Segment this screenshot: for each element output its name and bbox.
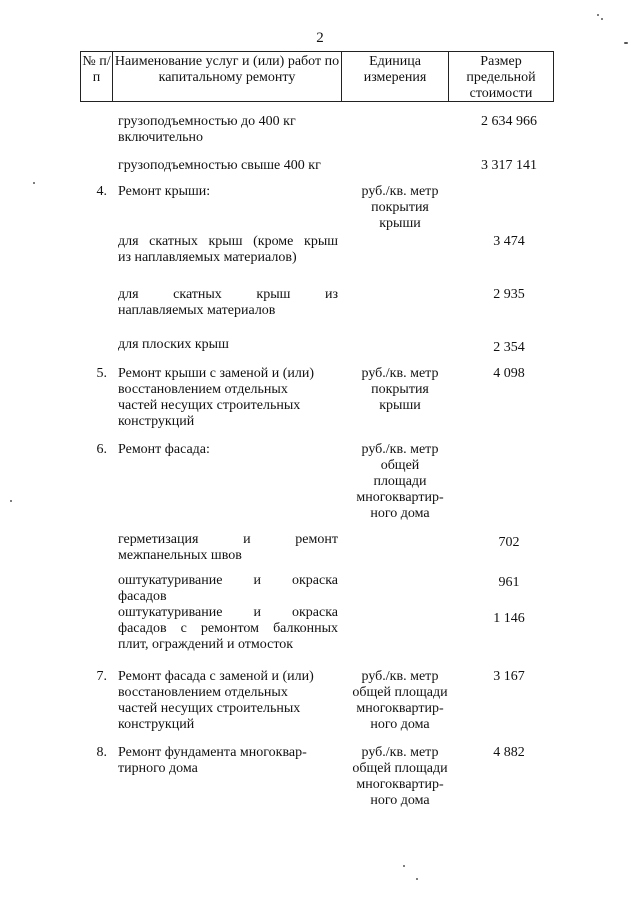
row-value: 702: [498, 535, 520, 550]
row-name: межпанельных швов: [118, 548, 242, 563]
scan-speck: [597, 14, 599, 16]
row-unit: общей площади: [352, 685, 448, 700]
row-unit: руб./кв. метр: [361, 669, 439, 684]
scan-speck: [10, 500, 12, 502]
row-name: конструкций: [118, 414, 195, 429]
row-name: восстановлением отдельных: [118, 382, 288, 397]
row-number: 7.: [96, 669, 107, 684]
row-value: 1 146: [493, 611, 525, 626]
row-value: 2 634 966: [481, 114, 537, 129]
row-name: оштукатуривание и окраска: [118, 605, 338, 620]
row-unit: многоквартир-: [356, 490, 444, 505]
row-unit: крыши: [379, 216, 421, 231]
row-name: из наплавляемых материалов): [118, 250, 297, 265]
row-name: восстановлением отдельных: [118, 685, 288, 700]
row-value: 3 474: [493, 234, 525, 249]
row-name: частей несущих строительных: [118, 398, 301, 413]
row-name: частей несущих строительных: [118, 701, 301, 716]
row-name: для скатных крыш из: [118, 287, 338, 302]
scan-speck: [416, 878, 418, 880]
row-unit: ного дома: [370, 793, 430, 808]
row-name: тирного дома: [118, 761, 198, 776]
row-unit: общей: [380, 458, 420, 473]
row-unit: крыши: [379, 398, 421, 413]
row-name: фасадов с ремонтом балконных: [118, 621, 338, 636]
row-name: конструкций: [118, 717, 195, 732]
row-name: Ремонт фасада:: [118, 442, 210, 457]
row-unit: общей площади: [352, 761, 448, 776]
scan-speck: [624, 42, 628, 44]
row-unit: площади: [373, 474, 427, 489]
scan-speck: [601, 18, 603, 20]
row-unit: руб./кв. метр: [361, 366, 439, 381]
row-unit: руб./кв. метр: [361, 745, 439, 760]
row-unit: многоквартир-: [356, 701, 444, 716]
header-unit: Единица измерения: [342, 52, 449, 101]
scan-speck: [33, 182, 35, 184]
row-value: 4 882: [493, 745, 525, 760]
row-unit: ного дома: [370, 717, 430, 732]
scan-speck: [403, 865, 405, 867]
row-name: для плоских крыш: [118, 337, 229, 352]
row-value: 961: [498, 575, 520, 590]
row-name: герметизация и ремонт: [118, 532, 338, 547]
row-unit: покрытия: [371, 382, 429, 397]
header-num: № п/п: [81, 52, 113, 101]
row-name: Ремонт крыши:: [118, 184, 211, 199]
row-number: 8.: [96, 745, 107, 760]
row-name: наплавляемых материалов: [118, 303, 276, 318]
row-number: 6.: [96, 442, 107, 457]
row-number: 5.: [96, 366, 107, 381]
header-value: Размер предельной стоимости: [466, 54, 536, 101]
row-name: грузоподъемностью до 400 кг: [118, 114, 296, 129]
row-name: Ремонт фасада с заменой и (или): [118, 669, 314, 684]
row-value: 2 354: [493, 340, 525, 355]
row-value: 2 935: [493, 287, 525, 302]
page-number: 2: [316, 30, 324, 46]
row-name: Ремонт крыши с заменой и (или): [118, 366, 315, 381]
row-name: включительно: [118, 130, 204, 145]
row-value: 3 167: [493, 669, 525, 684]
row-unit: многоквартир-: [356, 777, 444, 792]
table-header: [80, 51, 554, 102]
row-unit: руб./кв. метр: [361, 184, 439, 199]
row-name: для скатных крыш (кроме крыш: [118, 234, 338, 249]
row-name: фасадов: [118, 589, 167, 604]
header-name: Наименование услуг и (или) работ по капитальному ремонту: [113, 52, 342, 101]
row-name: грузоподъемностью свыше 400 кг: [118, 158, 321, 173]
row-value: 3 317 141: [481, 158, 537, 173]
row-unit: руб./кв. метр: [361, 442, 439, 457]
row-number: 4.: [96, 184, 107, 199]
row-unit: покрытия: [371, 200, 429, 215]
row-name: оштукатуривание и окраска: [118, 573, 338, 588]
row-unit: ного дома: [370, 506, 430, 521]
row-name: плит, ограждений и отмосток: [118, 637, 294, 652]
row-name: Ремонт фундамента многоквар-: [118, 745, 307, 760]
row-value: 4 098: [493, 366, 525, 381]
